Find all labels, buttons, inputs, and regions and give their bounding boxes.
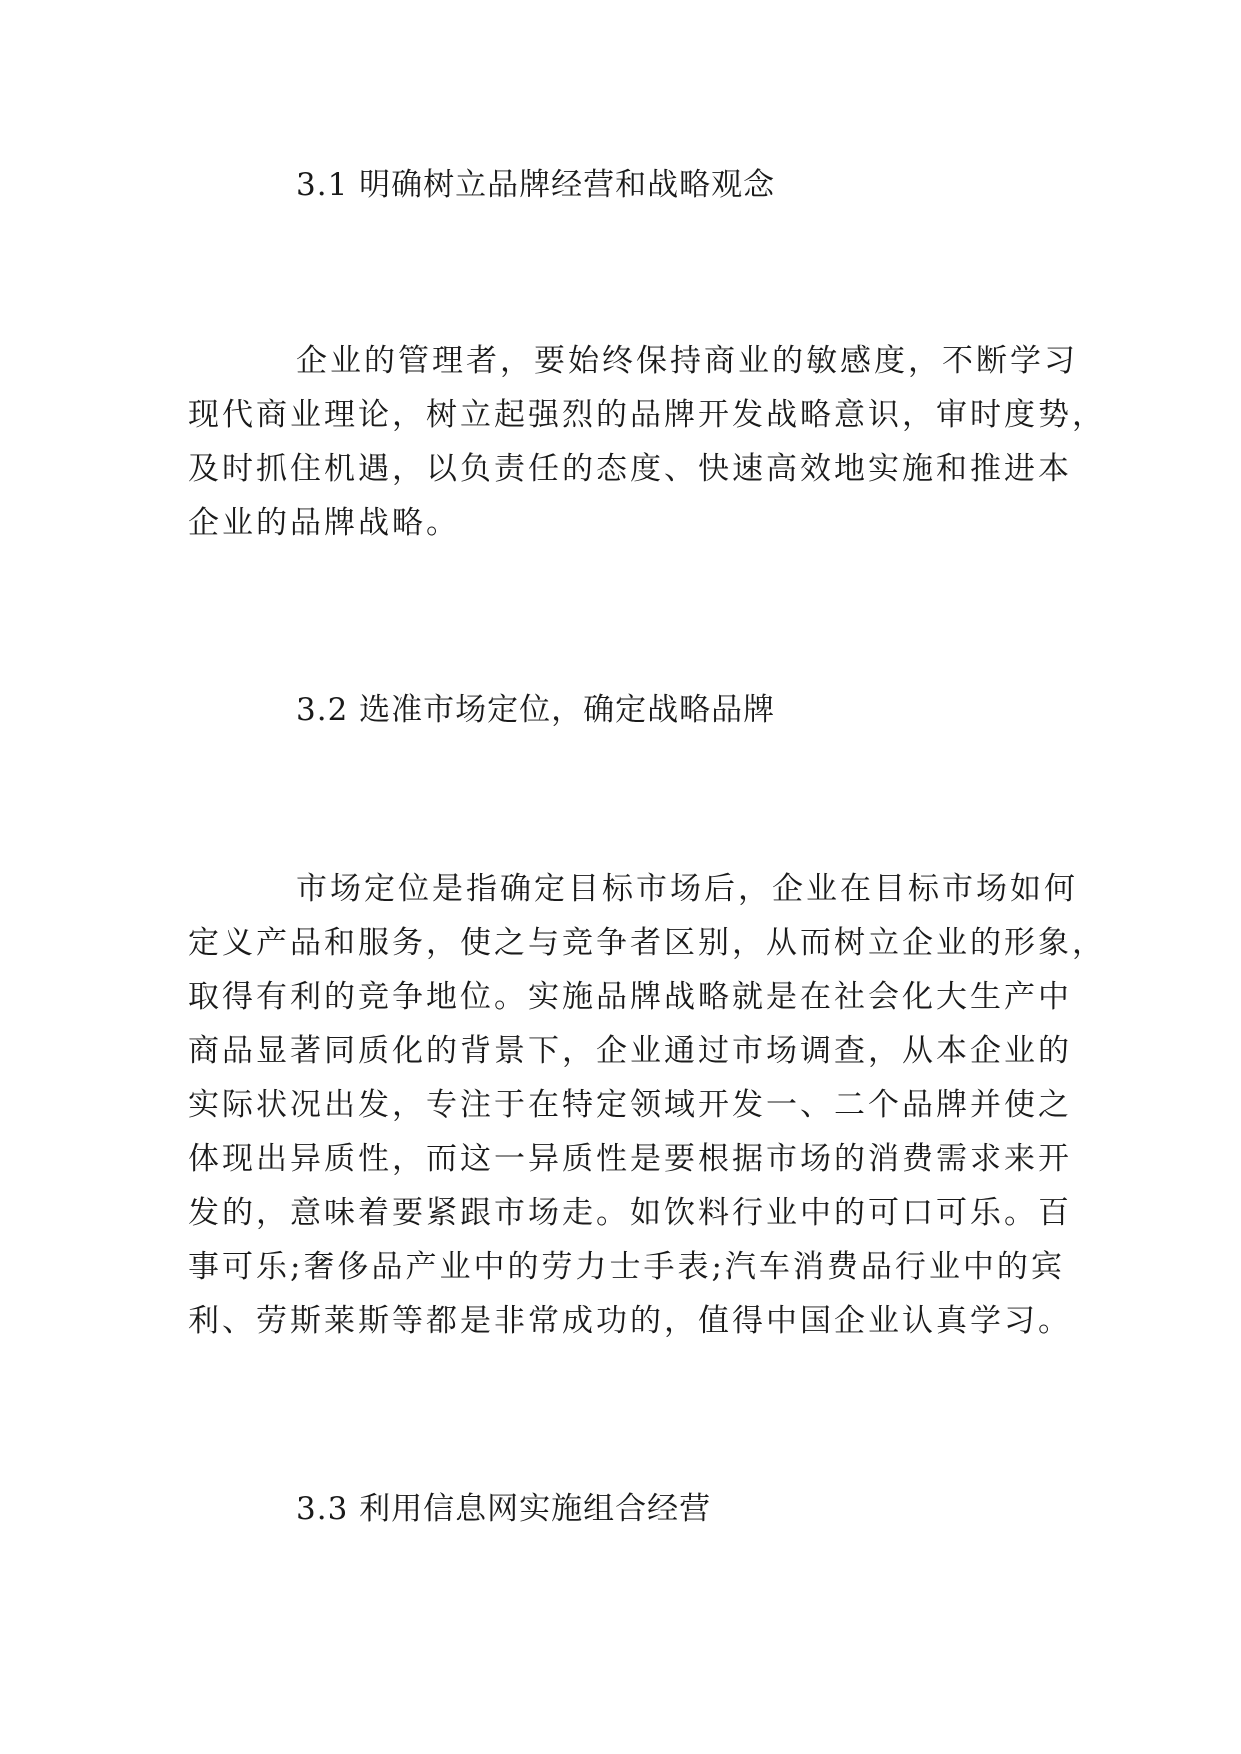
- paragraph-line: 发的，意味着要紧跟市场走。如饮料行业中的可口可乐。百: [188, 1195, 1072, 1231]
- paragraph-line: 事可乐;奢侈品产业中的劳力士手表;汽车消费品行业中的宾: [188, 1249, 1065, 1285]
- paragraph-line: 定义产品和服务，使之与竞争者区别，从而树立企业的形象，: [188, 925, 1106, 961]
- paragraph-line: 企业的管理者，要始终保持商业的敏感度，不断学习: [296, 343, 1078, 379]
- section-heading-3-1: 3.1 明确树立品牌经营和战略观念: [296, 167, 776, 203]
- section-paragraph-3-2: [188, 862, 1106, 1348]
- paragraph-line: 市场定位是指确定目标市场后，企业在目标市场如何: [296, 871, 1078, 907]
- paragraph-line: 及时抓住机遇，以负责任的态度、快速高效地实施和推进本: [188, 451, 1072, 487]
- paragraph-line: 实际状况出发，专注于在特定领域开发一、二个品牌并使之: [188, 1087, 1072, 1123]
- section-paragraph-3-1: [188, 334, 1106, 550]
- paragraph-line: 企业的品牌战略。: [188, 505, 460, 541]
- paragraph-line: 取得有利的竞争地位。实施品牌战略就是在社会化大生产中: [188, 979, 1072, 1015]
- section-heading-3-2: 3.2 选准市场定位，确定战略品牌: [296, 692, 776, 728]
- paragraph-line: 利、劳斯莱斯等都是非常成功的，值得中国企业认真学习。: [188, 1303, 1072, 1339]
- paragraph-line: 体现出异质性，而这一异质性是要根据市场的消费需求来开: [188, 1141, 1072, 1177]
- paragraph-line: 商品显著同质化的背景下，企业通过市场调查，从本企业的: [188, 1033, 1072, 1069]
- paragraph-line: 现代商业理论，树立起强烈的品牌开发战略意识，审时度势，: [188, 397, 1106, 433]
- section-heading-3-3: 3.3 利用信息网实施组合经营: [296, 1491, 712, 1527]
